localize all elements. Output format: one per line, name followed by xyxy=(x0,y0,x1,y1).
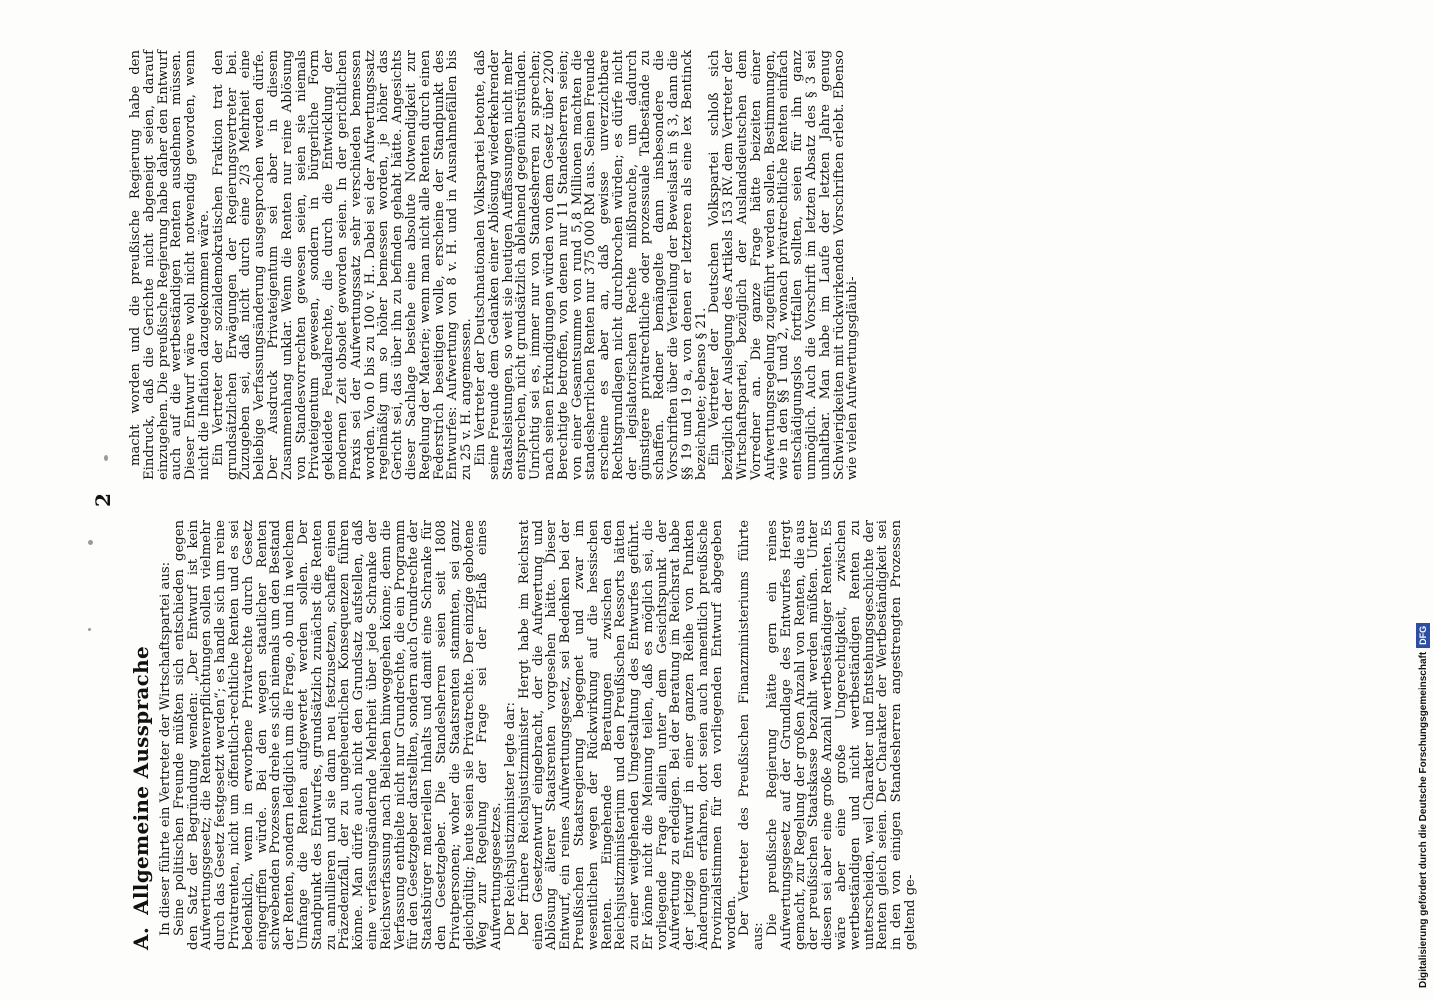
section-title: Allgemeine Aussprache xyxy=(129,645,153,915)
paragraph: In dieser führte ein Vertreter der Wirtschaftspartei aus: xyxy=(158,561,173,936)
dfg-logo: DFG xyxy=(1416,623,1430,648)
paragraph: Der frühere Reichsjustizminister Hergt habe im Reichsrat einen Gesetzentwurf eingebracht, der die Aufwertung und Ablösung älterer Staatsrenten vorgesehen hätte. Dieser Entwurf, ein reines Aufwertungsgesetz, sei Bedenken bei der Preußischen Staatsregierung begegnet und zwar im wesentlichen wegen der Rückwirkung auf die hessischen Renten. Eingehende Beratungen zwischen den Reichsjustizministerium und den Preußischen Ressorts hätten zu einer weitgehenden Umgestaltung des Entwurfes geführt. Er könne nicht die Meinung teilen, daß es möglich sei, die vorliegende Frage allein unter dem Gesichtspunkt der Aufwertung zu erledigen. Bei der Beratung im Reichsrat habe der jetzige Entwurf in einer ganzen Reihe von Punkten Änderungen erfahren, dort seien auch namentlich preußische Provinzialstimmen für den vorliegenden Entwurf abgegeben worden. xyxy=(516,520,739,950)
page-number: 2 xyxy=(91,493,115,507)
scan-speck xyxy=(88,540,93,545)
paragraph: macht worden und die preußische Regierung habe den Eindruck, daß die Gerichte nicht abgeneigt seien, darauf einzugehen. Die preußische Regierung habe daher den Entwurf auch auf die wertbeständigen Renten ausdehnen müssen. Dieser Entwurf wäre wohl nicht notwendig geworden, wenn nicht die Inflation dazugekommen wäre. xyxy=(128,50,212,480)
section-label: A. xyxy=(129,926,153,950)
right-column xyxy=(129,50,860,480)
digitization-credit xyxy=(1416,8,1430,988)
rotated-document-page xyxy=(81,50,1381,950)
scan-speck xyxy=(88,628,91,631)
paragraph: Der Vertreter des Preußischen Finanzministeriums führte aus: xyxy=(737,520,767,950)
paragraph: Ein Vertreter der Deutschen Volkspartei schloß sich bezüglich der Auslegung des Artikels 153 RV. dem Vertreter der Wirtschaftspartei, bezüglich der Auslandsdeutschen dem Vorredner an. Die ganze Frage hätte beizeiten einer Aufwertungsregelung zugeführt werden sollen. Bestimmungen, wie in den §§ 1 und 2, wonach privatrechtliche Renten einfach entschädigungslos fortfallen sollten, seien für ihn ganz unmöglich. Auch die Vorschrift im letzten Absatz des § 3 sei unhaltbar. Man habe im Laufe der letzten Jahre genug Schwierigkeiten mit rückwirkenden Vorschriften erlebt. Ebenso wie vielen Aufwertungsgläubi- xyxy=(707,50,861,480)
section-heading xyxy=(129,520,153,950)
paragraph: Seine politischen Freunde müßten sich entschieden gegen den Satz der Begründung wenden: „Der Entwurf ist kein Aufwertungsgesetz; die Rentenverpflichtungen sollen vielmehr durch das Gesetz festgesetzt werden“; es handle sich um reine Privatrenten, nicht um öffentlich-rechtliche Renten und es sei bedenklich, wenn in erworbene Privatrechte durch Gesetz eingegriffen würde. Bei den wegen staatlicher Renten schwebenden Prozessen drehe es sich niemals um den Bestand der Renten, sondern lediglich um die Frage, ob und in welchem Umfange die Renten aufgewertet werden sollen. Der Standpunkt des Entwurfes, grundsätzlich zunächst die Renten zu annullieren und sie dann neu festzusetzen, schaffe einen Präzedenzfall, der zu ungeheuerlichen Konsequenzen führen könne. Man dürfe auch nicht den Grundsatz aufstellen, daß eine verfassungsändernde Mehrheit über jede Schranke der Reichsverfassung nach Belieben hinweggehen könne; denn die Verfassung enthielte nicht nur Grundrechte, die ein Programm für den Gesetzgeber darstellten, sondern auch Grundrechte der Staatsbürger materiellen Inhalts und damit eine Schranke für den Gesetzgeber. Die Standesherren seien seit 1808 Privatpersonen; woher die Staatsrenten stammten, sei ganz gleichgültig; heute seien sie Privatrechte. Der einzige gebotene Weg zur Regelung der Frage sei der Erlaß eines Aufwertungsgesetzes. xyxy=(171,520,505,950)
digitization-credit-text: Digitalisierung gefördert durch die Deutsche Forschungsgemeinschaft xyxy=(1418,651,1429,988)
left-column xyxy=(129,520,918,950)
paragraph: Die preußische Regierung hätte gern ein reines Aufwertungsgesetz auf der Grundlage des Entwurfes Hergt gemacht, zur Regelung der großen Anzahl von Renten, die aus der preußischen Staatskasse bezahlt werden müßten. Unter diesen sei aber eine große Anzahl wertbeständiger Renten. Es wäre aber eine große Ungerechtigkeit, zwischen wertbeständigen und nicht wertbeständigen Renten zu unterscheiden, weil Charakter und Entstehungsgeschichte der Renten gleich seien. Der Charakter der Wertbeständigkeit sei in den von einigen Standesherren angestrengten Prozessen geltend ge- xyxy=(765,520,919,950)
paragraph: Der Reichsjustizminister legte dar: xyxy=(502,702,518,936)
scan-speck xyxy=(104,455,108,461)
paragraph: Ein Vertreter der Deutschnationalen Volkspartei betonte, daß seine Freunde dem Gedanken einer Ablösung wiederkehrender Staatsleistungen, so weit sie heutigen Auffassungen nicht mehr entsprechen, nicht grundsätzlich ablehnend gegenüberstünden. Unrichtig sei es, immer nur von Standesherren zu sprechen; nach seinen Erkundigungen würden von dem Gesetz über 2200 Berechtigte betroffen, von denen nur 11 Standesherren seien; von einer Gesamtsumme von rund 5,8 Millionen machten die standesherrlichen Renten nur 375 000 RM aus. Seinen Freunde erscheine es aber an, daß gewisse unverzichtbare Rechtsgrundlagen nicht durchbrochen würden; es dürfe nicht der legislatorischen Rechte mißbrauche, um dadurch günstigere privatrechtliche oder prozessuale Tatbestände zu schaffen. Redner bemängelte dann insbesondere die Vorschriften über die Verteilung der Beweislast in § 3, dann die §§ 19 und 19 a, von denen er letzteren als eine lex Bentinck bezeichnete; ebenso § 21. xyxy=(472,50,709,480)
paragraph: Ein Vertreter der sozialdemokratischen Fraktion trat den grundsätzlichen Erwägungen der Regierungsvertreter bei. Zuzugeben sei, daß nicht durch eine 2/3 Mehrheit eine beliebige Verfassungsänderung ausgesprochen werden dürfe. Der Ausdruck Privateigentum sei aber in diesem Zusammenhang unklar. Wenn die Renten nur reine Ablösung von Standesvorrechten gewesen seien, seien sie niemals Privateigentum gewesen, sondern in bürgerliche Form gekleidete Feudalrechte, die durch die Entwicklung der modernen Zeit obsolet geworden seien. In der gerichtlichen Praxis sei der Aufwertungssatz sehr verschieden bemessen worden. Von 0 bis zu 100 v. H.. Dabei sei der Aufwertungssatz regelmäßig um so höher bemessen worden, je höher das Gericht sei, das über ihn zu befinden gehabt hätte. Angesichts dieser Sachlage bestehe eine absolute Notwendigkeit zur Regelung der Materie; wenn man nicht alle Renten durch einen Federstrich beseitigen wolle, erscheine der Standpunkt des Entwurfes: Aufwertung von 8 v. H. und in Ausnahmefällen bis zu 25 v. H. angemessen. xyxy=(210,50,475,480)
